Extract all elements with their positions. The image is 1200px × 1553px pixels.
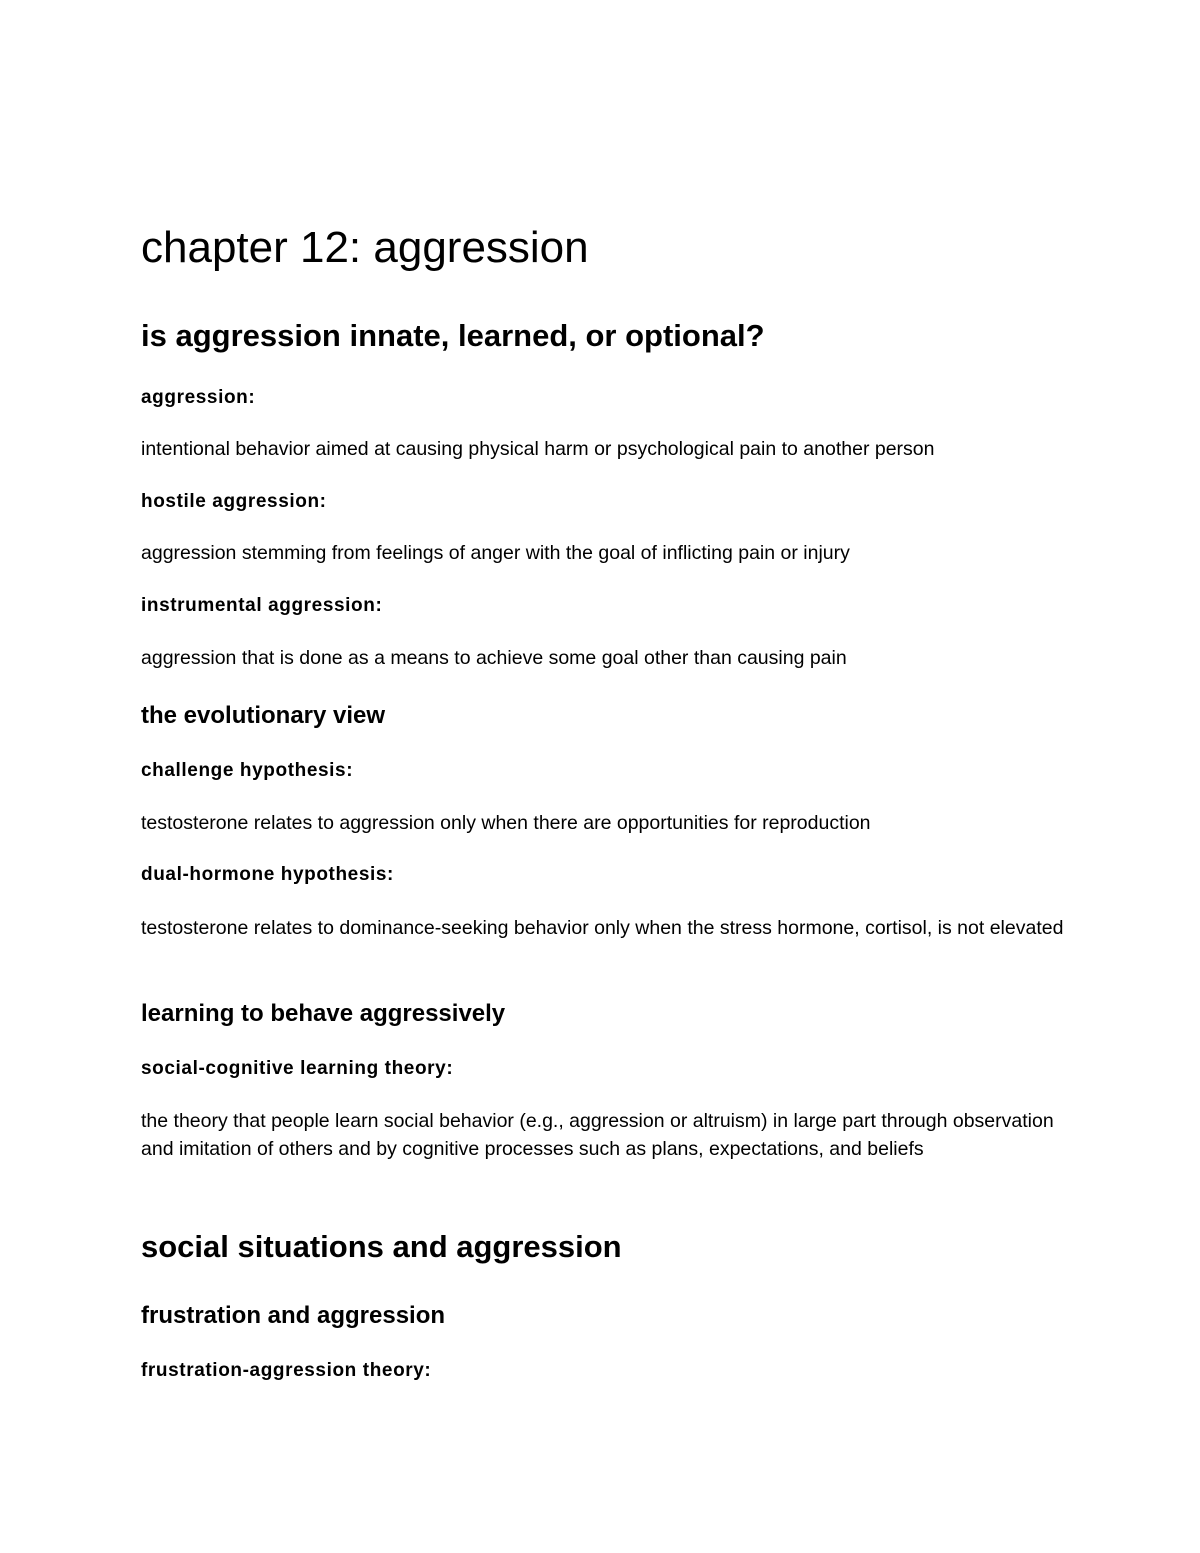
- section-heading-learning: learning to behave aggressively: [141, 1000, 506, 1027]
- definition-instrumental-aggression: aggression that is done as a means to achieve some goal other than causing pain: [141, 647, 847, 669]
- chapter-title: chapter 12: aggression: [141, 223, 589, 272]
- definition-aggression: intentional behavior aimed at causing physical harm or psychological pain to another person: [141, 438, 935, 460]
- section-heading-frustration: frustration and aggression: [141, 1302, 446, 1329]
- term-hostile-aggression: hostile aggression:: [141, 491, 327, 512]
- term-social-cognitive-learning-theory: social-cognitive learning theory:: [141, 1058, 454, 1079]
- term-dual-hormone-hypothesis: dual-hormone hypothesis:: [141, 864, 394, 885]
- term-aggression: aggression:: [141, 387, 256, 408]
- definition-dual-hormone-hypothesis: testosterone relates to dominance-seeking behavior only when the stress hormone, cortisol, is not elevated: [141, 917, 1064, 939]
- section-heading-evolutionary: the evolutionary view: [141, 702, 386, 729]
- section-heading-innate: is aggression innate, learned, or optional?: [141, 318, 765, 353]
- definition-challenge-hypothesis: testosterone relates to aggression only when there are opportunities for reproduction: [141, 812, 871, 834]
- term-challenge-hypothesis: challenge hypothesis:: [141, 760, 354, 781]
- definition-social-cognitive-learning-theory: the theory that people learn social behavior (e.g., aggression or altruism) in large part through observation and imitation of others and by cognitive processes such as plans, expectations, and beliefs: [141, 1110, 1054, 1160]
- section-heading-social-situations: social situations and aggression: [141, 1229, 622, 1264]
- definition-hostile-aggression: aggression stemming from feelings of anger with the goal of inflicting pain or injury: [141, 542, 850, 564]
- term-frustration-aggression-theory: frustration-aggression theory:: [141, 1360, 432, 1381]
- term-instrumental-aggression: instrumental aggression:: [141, 595, 383, 616]
